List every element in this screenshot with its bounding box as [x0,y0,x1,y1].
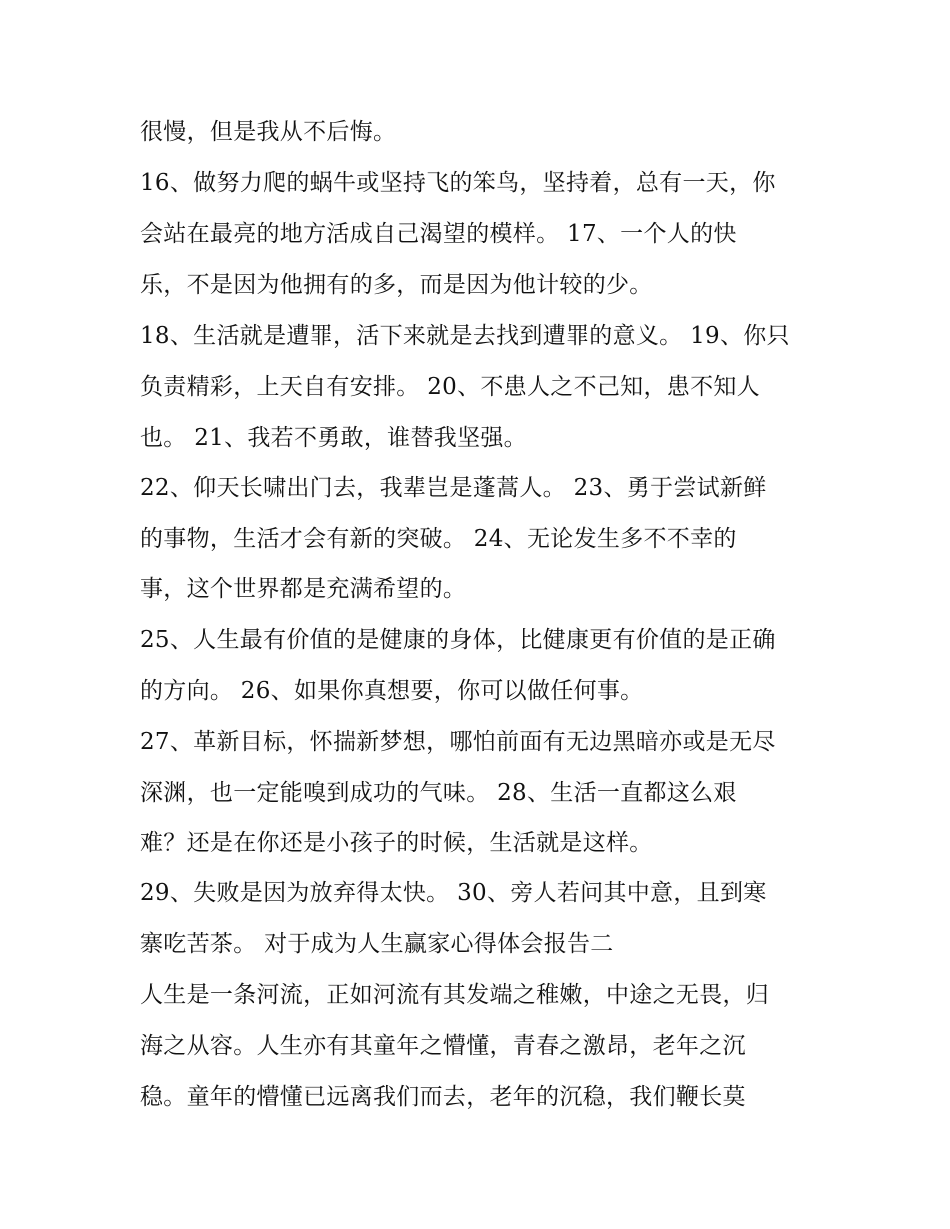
text-line: 16、做努力爬的蜗牛或坚持飞的笨鸟，坚持着，总有一天，你 [140,170,776,196]
text-line: 27、革新目标，怀揣新梦想，哪怕前面有无边黑暗亦或是无尽 [140,729,776,755]
text-line: 很慢，但是我从不后悔。 [140,119,397,145]
text-line: 寨吃苦茶。 对于成为人生赢家心得体会报告二 [140,931,614,957]
text-line: 稳。童年的懵懂已远离我们而去，老年的沉稳，我们鞭长莫 [140,1084,746,1110]
text-line: 也。 21、我若不勇敢，谁替我坚强。 [140,425,527,451]
text-line: 22、仰天长啸出门去，我辈岂是蓬蒿人。 23、勇于尝试新鲜 [140,475,767,501]
text-line: 乐，不是因为他拥有的多，而是因为他计较的少。 [140,272,653,298]
text-line: 18、生活就是遭罪，活下来就是去找到遭罪的意义。 19、你只 [140,323,790,349]
text-line: 深渊，也一定能嗅到成功的气味。 28、生活一直都这么艰 [140,780,737,806]
text-line: 会站在最亮的地方活成自己渴望的模样。 17、一个人的快 [140,221,737,247]
text-line: 的方向。 26、如果你真想要，你可以做任何事。 [140,678,644,704]
text-line: 29、失败是因为放弃得太快。 30、旁人若问其中意，且到寒 [140,880,767,906]
text-line: 难？还是在你还是小孩子的时候，生活就是这样。 [140,830,653,856]
text-line: 事，这个世界都是充满希望的。 [140,576,467,602]
text-line: 负责精彩，上天自有安排。 20、不患人之不己知，患不知人 [140,374,760,400]
text-line: 海之从容。人生亦有其童年之懵懂，青春之激昂，老年之沉 [140,1033,746,1059]
text-line: 25、人生最有价值的是健康的身体，比健康更有价值的是正确 [140,627,776,653]
text-line: 的事物，生活才会有新的突破。 24、无论发生多不不幸的 [140,526,737,552]
text-line: 人生是一条河流，正如河流有其发端之稚嫩，中途之无畏，归 [140,982,770,1008]
